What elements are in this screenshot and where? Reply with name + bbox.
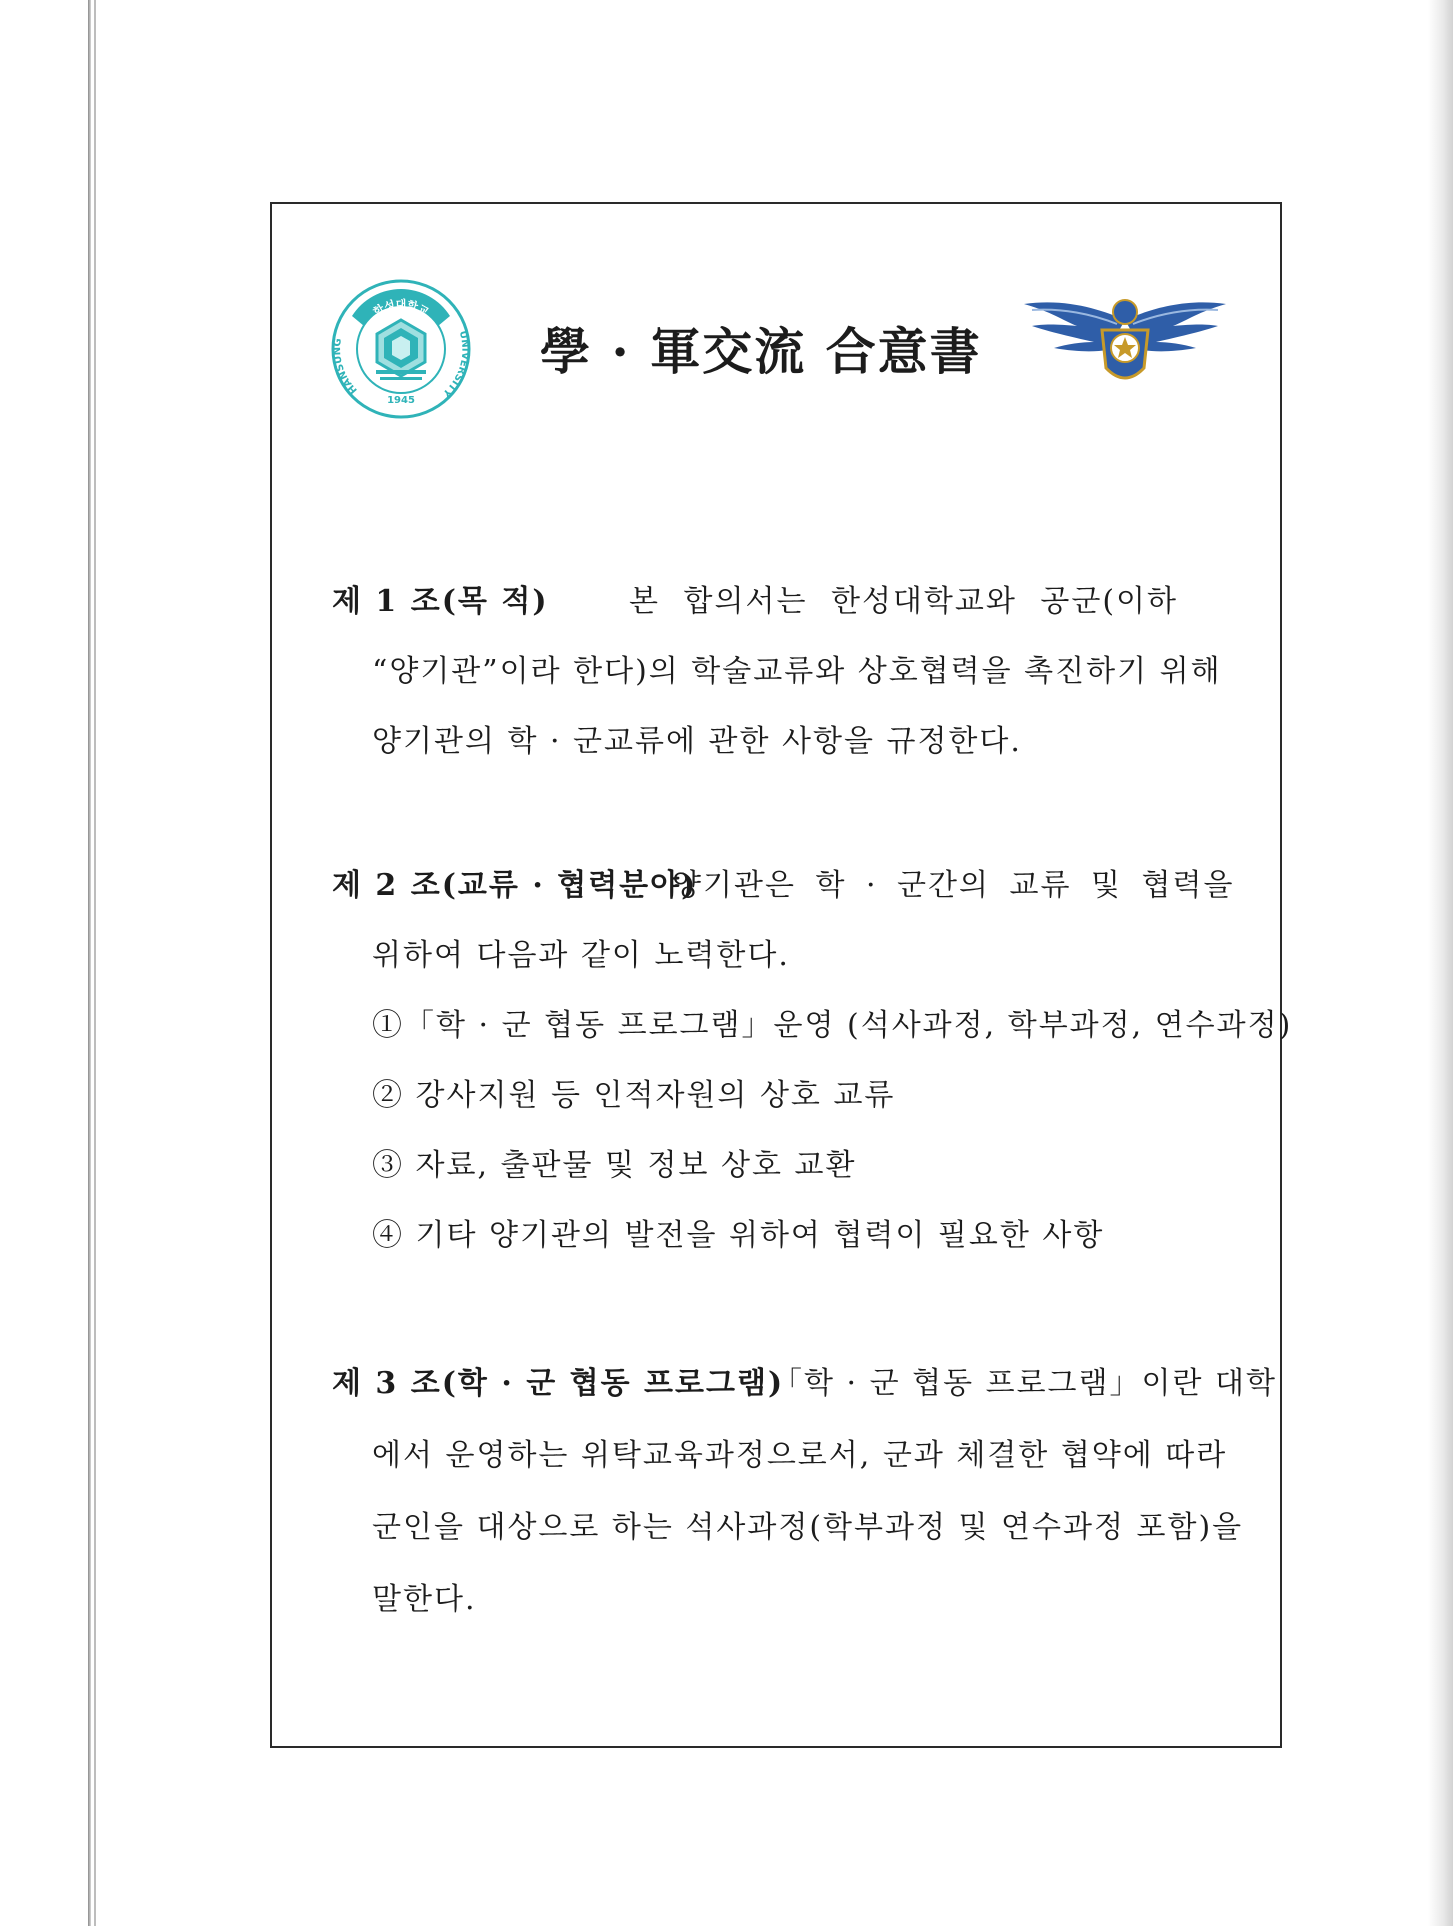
page-edge-right xyxy=(1428,0,1453,1926)
article-line: 양기관은 학 · 군간의 교류 및 협력을 xyxy=(672,868,1235,903)
list-item: ④ 기타 양기관의 발전을 위하여 협력이 필요한 사항 xyxy=(372,1218,1105,1253)
svg-text:HANSUNG xyxy=(332,338,360,396)
article-heading: 제 3 조(학 · 군 협동 프로그램) xyxy=(332,1366,785,1401)
article-heading: 제 2 조(교류 · 협력분야) xyxy=(332,868,698,903)
seal-text-left: HANSUNG xyxy=(332,337,360,396)
article-heading: 제 1 조(목 적) xyxy=(332,584,549,619)
article-line: 말한다. xyxy=(372,1582,477,1617)
seal-text-right: UNIVERSITY xyxy=(440,329,471,399)
list-item: ①「학 · 군 협동 프로그램」운영 (석사과정, 학부과정, 연수과정) xyxy=(372,1008,1293,1043)
page-edge-left xyxy=(88,0,91,1926)
seal-text-top: 한성대학교 xyxy=(371,298,431,319)
page-edge-left-inner xyxy=(94,0,96,1926)
article-line: 군인을 대상으로 하는 석사과정(학부과정 및 연수과정 포함)을 xyxy=(372,1510,1244,1545)
air-force-emblem-icon xyxy=(1022,290,1228,390)
list-item: ② 강사지원 등 인적자원의 상호 교류 xyxy=(372,1078,896,1113)
article-line: 본 합의서는 한성대학교와 공군(이하 xyxy=(629,584,1179,619)
article-line: 「학 · 군 협동 프로그램」이란 대학 xyxy=(772,1366,1277,1401)
seal-text-bottom: 1945 xyxy=(387,395,415,406)
list-item: ③ 자료, 출판물 및 정보 상호 교환 xyxy=(372,1148,857,1183)
hansung-university-seal-icon xyxy=(330,278,472,420)
article-line: 에서 운영하는 위탁교육과정으로서, 군과 체결한 협약에 따라 xyxy=(372,1438,1228,1473)
article-line: “양기관”이라 한다)의 학술교류와 상호협력을 촉진하기 위해 xyxy=(372,654,1222,689)
article-line: 양기관의 학 · 군교류에 관한 사항을 규정한다. xyxy=(372,724,1022,759)
document-title: 學 · 軍交流 合意書 xyxy=(540,322,982,381)
article-line: 위하여 다음과 같이 노력한다. xyxy=(372,938,790,973)
